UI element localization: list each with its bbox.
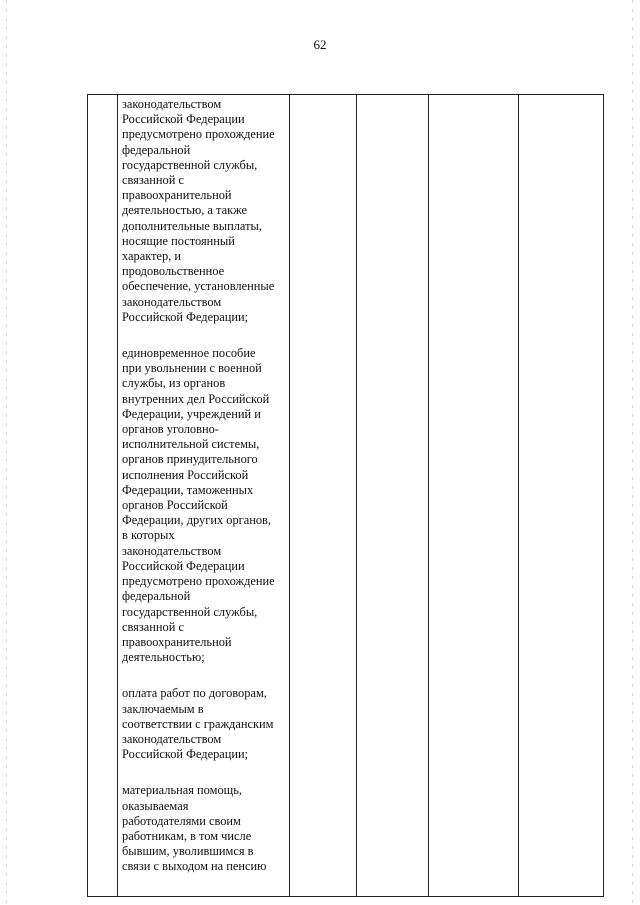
scan-edge-right: [632, 0, 633, 905]
paragraph-line: единовременное пособие: [122, 346, 256, 361]
paragraph-line: службы, из органов: [122, 376, 226, 391]
paragraph-list: [122, 97, 289, 875]
paragraph-line: Федерации, таможенных: [122, 482, 254, 497]
paragraph-line: бывшим, уволившимся в: [122, 844, 254, 859]
paragraph-line: правоохранительной: [122, 634, 232, 649]
paragraph-line: носящие постоянный: [122, 233, 235, 248]
scan-edge-left: [6, 0, 7, 905]
table-cell-description: [118, 95, 290, 897]
paragraph-line: законодательством: [122, 731, 222, 746]
paragraph-line: деятельностью;: [122, 650, 205, 665]
paragraph-line: материальная помощь,: [122, 783, 242, 798]
paragraph-line: работодателями своим: [122, 813, 241, 828]
paragraph-line: деятельностью, а также: [122, 203, 247, 218]
paragraph-line: государственной службы,: [122, 604, 258, 619]
table-paragraph: [122, 783, 289, 874]
paragraph-line: федеральной: [122, 142, 191, 157]
document-table: [87, 94, 604, 897]
page-number: 62: [313, 37, 327, 52]
paragraph-line: федеральной: [122, 589, 191, 604]
paragraph-line: связи с выходом на пенсию: [122, 859, 267, 874]
table-paragraph: [122, 346, 289, 665]
paragraph-line: работникам, в том числе: [122, 828, 252, 843]
paragraph-line: Федерации, других органов,: [122, 513, 271, 528]
paragraph-line: Федерации, учреждений и: [122, 406, 261, 421]
paragraph-line: исполнения Российской: [122, 467, 249, 482]
table-row: [88, 95, 604, 897]
paragraph-line: обеспечение, установленные: [122, 279, 275, 294]
table-cell-empty: [290, 95, 357, 897]
table-paragraph: [122, 686, 289, 762]
paragraph-line: дополнительные выплаты,: [122, 218, 262, 233]
paragraph-line: государственной службы,: [122, 157, 258, 172]
paragraph-line: Российской Федерации: [122, 112, 245, 127]
paragraph-line: Российской Федерации;: [122, 309, 249, 324]
paragraph-line: оказываемая: [122, 798, 189, 813]
table-paragraph: [122, 97, 289, 325]
paragraph-line: предусмотрено прохождение: [122, 574, 275, 589]
paragraph-line: предусмотрено прохождение: [122, 127, 275, 142]
paragraph-line: правоохранительной: [122, 188, 232, 203]
paragraph-line: исполнительной системы,: [122, 437, 260, 452]
paragraph-line: органов Российской: [122, 498, 228, 513]
paragraph-line: законодательством: [122, 543, 222, 558]
paragraph-line: внутренних дел Российской: [122, 391, 270, 406]
table-cell-empty: [519, 95, 604, 897]
table-cell-empty: [429, 95, 519, 897]
paragraph-line: Российской Федерации: [122, 558, 245, 573]
paragraph-line: соответствии с гражданским: [122, 716, 274, 731]
paragraph-line: законодательством: [122, 97, 222, 111]
paragraph-line: оплата работ по договорам,: [122, 686, 267, 701]
paragraph-line: при увольнении с военной: [122, 361, 262, 376]
paragraph-line: заключаемым в: [122, 701, 204, 716]
paragraph-line: связанной с: [122, 619, 184, 634]
paragraph-line: в которых: [122, 528, 175, 543]
table-cell-number: [88, 95, 118, 897]
paragraph-line: органов уголовно-: [122, 422, 219, 437]
paragraph-line: связанной с: [122, 173, 184, 188]
table-cell-empty: [357, 95, 429, 897]
paragraph-line: продовольственное: [122, 264, 225, 279]
paragraph-line: характер, и: [122, 249, 182, 264]
paragraph-line: Российской Федерации;: [122, 747, 249, 762]
paragraph-line: законодательством: [122, 294, 222, 309]
paragraph-line: органов принудительного: [122, 452, 258, 467]
